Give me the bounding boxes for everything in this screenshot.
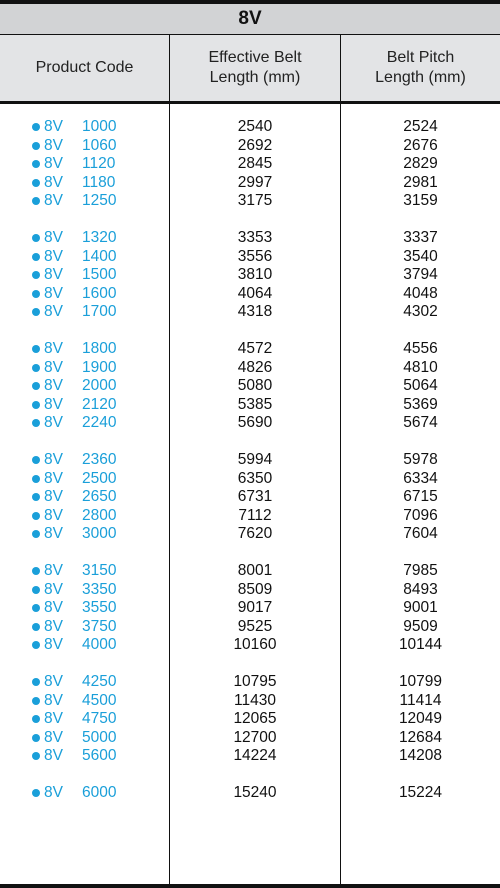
bullet-dot-icon bbox=[32, 604, 40, 612]
effective-length-cell: 7620 bbox=[237, 525, 273, 542]
bullet-dot-icon bbox=[32, 641, 40, 649]
product-code-cell bbox=[0, 747, 169, 766]
code-number: 4250 bbox=[82, 673, 117, 690]
effective-length-cell: 3556 bbox=[237, 247, 273, 265]
effective-length-cell: 5690 bbox=[237, 414, 273, 431]
table-title: 8V bbox=[0, 4, 500, 35]
code-number: 1400 bbox=[82, 247, 117, 265]
product-code-cell bbox=[0, 266, 169, 285]
product-code-cell bbox=[0, 784, 169, 803]
bullet-dot-icon bbox=[32, 290, 40, 298]
row-group bbox=[170, 784, 340, 803]
row-group bbox=[341, 562, 500, 655]
code-prefix: 8V bbox=[44, 173, 63, 191]
code-number: 1500 bbox=[82, 266, 117, 283]
table-body bbox=[0, 104, 500, 884]
code-number: 1320 bbox=[82, 229, 117, 246]
effective-length-cell: 3175 bbox=[237, 192, 273, 209]
bullet-dot-icon bbox=[32, 160, 40, 168]
code-number: 2120 bbox=[82, 395, 117, 413]
code-number: 2650 bbox=[82, 488, 117, 505]
bullet-dot-icon bbox=[32, 678, 40, 686]
effective-length-cell: 2692 bbox=[237, 136, 273, 154]
pitch-length-cell: 15224 bbox=[398, 784, 443, 801]
column-header-row bbox=[0, 35, 500, 104]
product-code-cell bbox=[0, 396, 169, 415]
row-group bbox=[170, 451, 340, 544]
code-number: 1000 bbox=[82, 118, 117, 135]
pitch-length-cell: 12684 bbox=[398, 728, 443, 746]
row-group bbox=[341, 340, 500, 433]
code-number: 2240 bbox=[82, 414, 117, 431]
pitch-length-cell: 8493 bbox=[403, 580, 438, 598]
effective-length-cell: 8001 bbox=[237, 562, 273, 579]
bullet-dot-icon bbox=[32, 512, 40, 520]
bullet-dot-icon bbox=[32, 197, 40, 205]
effective-length-cell: 5080 bbox=[237, 377, 273, 394]
product-code-cell bbox=[0, 303, 169, 322]
effective-length-cell: 6350 bbox=[237, 469, 273, 487]
effective-length-cell: 5385 bbox=[237, 395, 273, 413]
row-group bbox=[170, 562, 340, 655]
code-prefix: 8V bbox=[44, 451, 63, 468]
code-prefix: 8V bbox=[44, 617, 63, 635]
row-group bbox=[341, 451, 500, 544]
effective-length-cell: 4318 bbox=[237, 303, 273, 320]
code-prefix: 8V bbox=[44, 488, 63, 505]
effective-length-cell: 2997 bbox=[237, 173, 273, 191]
pitch-length-cell: 3540 bbox=[403, 247, 438, 265]
row-group bbox=[0, 340, 169, 433]
code-prefix: 8V bbox=[44, 784, 63, 801]
product-code-cell bbox=[0, 488, 169, 507]
code-number: 3350 bbox=[82, 580, 117, 598]
effective-length-cell: 3810 bbox=[237, 266, 273, 283]
product-code-cell bbox=[0, 414, 169, 433]
pitch-length-cell: 2676 bbox=[403, 136, 438, 154]
bullet-dot-icon bbox=[32, 364, 40, 372]
pitch-length-cell: 4556 bbox=[403, 340, 438, 357]
product-code-cell bbox=[0, 710, 169, 729]
code-number: 5600 bbox=[82, 747, 117, 764]
product-code-cell bbox=[0, 692, 169, 711]
code-number: 1120 bbox=[82, 155, 116, 172]
bullet-dot-icon bbox=[32, 567, 40, 575]
pitch-length-cell: 10799 bbox=[398, 673, 443, 690]
effective-length-cell: 11430 bbox=[234, 691, 276, 709]
code-prefix: 8V bbox=[44, 395, 63, 413]
code-number: 2360 bbox=[82, 451, 117, 468]
code-prefix: 8V bbox=[44, 562, 63, 579]
bullet-dot-icon bbox=[32, 234, 40, 242]
effective-length-cell: 4064 bbox=[237, 284, 273, 302]
pitch-length-cell: 3337 bbox=[403, 229, 438, 246]
product-code-cell bbox=[0, 451, 169, 470]
row-group bbox=[341, 784, 500, 803]
code-prefix: 8V bbox=[44, 155, 63, 172]
bullet-dot-icon bbox=[32, 382, 40, 390]
bullet-dot-icon bbox=[32, 401, 40, 409]
effective-length-cell: 9525 bbox=[237, 617, 273, 635]
product-code-cell bbox=[0, 581, 169, 600]
code-prefix: 8V bbox=[44, 247, 63, 265]
code-prefix: 8V bbox=[44, 747, 63, 764]
code-prefix: 8V bbox=[44, 377, 63, 394]
code-number: 1250 bbox=[82, 192, 117, 209]
row-group bbox=[0, 673, 169, 766]
bullet-dot-icon bbox=[32, 308, 40, 316]
code-prefix: 8V bbox=[44, 636, 63, 653]
code-number: 1060 bbox=[82, 136, 117, 154]
product-code-cell bbox=[0, 155, 169, 174]
code-prefix: 8V bbox=[44, 599, 63, 616]
effective-length-cell: 2845 bbox=[237, 155, 273, 172]
code-number: 2000 bbox=[82, 377, 117, 394]
bullet-dot-icon bbox=[32, 345, 40, 353]
product-code-cell bbox=[0, 174, 169, 193]
pitch-length-cell: 5064 bbox=[403, 377, 438, 394]
code-prefix: 8V bbox=[44, 580, 63, 598]
effective-length-cell: 14224 bbox=[233, 747, 277, 764]
product-code-cell bbox=[0, 377, 169, 396]
bullet-dot-icon bbox=[32, 456, 40, 464]
row-group bbox=[0, 118, 169, 211]
product-code-cell bbox=[0, 359, 169, 378]
product-code-cell bbox=[0, 507, 169, 526]
effective-length-cell: 4826 bbox=[237, 358, 273, 376]
bullet-dot-icon bbox=[32, 419, 40, 427]
product-code-cell bbox=[0, 248, 169, 267]
effective-length-cell: 10160 bbox=[233, 636, 277, 653]
code-prefix: 8V bbox=[44, 358, 63, 376]
code-number: 1800 bbox=[82, 340, 117, 357]
pitch-length-cell: 10144 bbox=[398, 636, 443, 653]
pitch-length-cell: 4302 bbox=[403, 303, 438, 320]
code-prefix: 8V bbox=[44, 229, 63, 246]
effective-length-cell: 4572 bbox=[237, 340, 273, 357]
header-belt-pitch-length bbox=[340, 35, 500, 101]
bullet-dot-icon bbox=[32, 623, 40, 631]
product-code-cell bbox=[0, 673, 169, 692]
product-code-cell bbox=[0, 285, 169, 304]
code-prefix: 8V bbox=[44, 136, 63, 154]
pitch-length-cell: 9509 bbox=[403, 617, 438, 635]
pitch-length-cell: 4048 bbox=[403, 284, 438, 302]
product-code-cell bbox=[0, 636, 169, 655]
product-code-cell bbox=[0, 525, 169, 544]
header-effective-belt-length bbox=[169, 35, 340, 101]
code-number: 3550 bbox=[82, 599, 117, 616]
code-number: 1600 bbox=[82, 284, 117, 302]
effective-length-cell: 5994 bbox=[237, 451, 273, 468]
pitch-length-cell: 12049 bbox=[398, 710, 443, 727]
code-number: 3750 bbox=[82, 617, 117, 635]
header-pitch-line2: Length (mm) bbox=[375, 69, 466, 86]
product-code-cell bbox=[0, 118, 169, 137]
effective-length-cell: 12065 bbox=[233, 710, 277, 727]
product-code-cell bbox=[0, 562, 169, 581]
pitch-length-cell: 2981 bbox=[403, 173, 438, 191]
code-prefix: 8V bbox=[44, 506, 63, 524]
pitch-length-cell: 14208 bbox=[398, 747, 443, 764]
code-prefix: 8V bbox=[44, 284, 63, 302]
bullet-dot-icon bbox=[32, 179, 40, 187]
row-group bbox=[170, 118, 340, 211]
code-number: 3000 bbox=[82, 525, 117, 542]
pitch-length-cell: 5674 bbox=[403, 414, 438, 431]
bullet-dot-icon bbox=[32, 734, 40, 742]
code-prefix: 8V bbox=[44, 266, 63, 283]
header-effective-line1: Effective Belt bbox=[208, 49, 302, 66]
bullet-dot-icon bbox=[32, 752, 40, 760]
effective-length-column bbox=[169, 104, 340, 884]
pitch-length-cell: 9001 bbox=[403, 599, 438, 616]
code-number: 3150 bbox=[82, 562, 117, 579]
row-group bbox=[0, 229, 169, 322]
code-prefix: 8V bbox=[44, 673, 63, 690]
product-code-cell bbox=[0, 618, 169, 637]
bullet-dot-icon bbox=[32, 697, 40, 705]
pitch-length-cell: 6334 bbox=[403, 469, 438, 487]
code-prefix: 8V bbox=[44, 691, 63, 709]
code-prefix: 8V bbox=[44, 118, 63, 135]
row-group bbox=[341, 229, 500, 322]
product-code-cell bbox=[0, 192, 169, 211]
code-prefix: 8V bbox=[44, 728, 63, 746]
effective-length-cell: 2540 bbox=[237, 118, 273, 135]
pitch-length-cell: 11414 bbox=[399, 691, 442, 709]
effective-length-cell: 12700 bbox=[233, 728, 277, 746]
row-group bbox=[170, 673, 340, 766]
code-prefix: 8V bbox=[44, 469, 63, 487]
row-group bbox=[0, 562, 169, 655]
pitch-length-cell: 7985 bbox=[403, 562, 438, 579]
pitch-length-cell: 5978 bbox=[403, 451, 438, 468]
pitch-length-cell: 3159 bbox=[403, 192, 438, 209]
pitch-length-column bbox=[340, 104, 500, 884]
code-prefix: 8V bbox=[44, 414, 63, 431]
bullet-dot-icon bbox=[32, 715, 40, 723]
bullet-dot-icon bbox=[32, 530, 40, 538]
bullet-dot-icon bbox=[32, 253, 40, 261]
pitch-length-cell: 3794 bbox=[403, 266, 438, 283]
code-number: 2800 bbox=[82, 506, 117, 524]
header-product-code: Product Code bbox=[35, 59, 134, 76]
product-code-cell bbox=[0, 470, 169, 489]
bullet-dot-icon bbox=[32, 271, 40, 279]
code-number: 2500 bbox=[82, 469, 117, 487]
effective-length-cell: 7112 bbox=[238, 506, 272, 524]
product-code-column bbox=[0, 104, 169, 884]
product-code-cell bbox=[0, 229, 169, 248]
code-number: 6000 bbox=[82, 784, 117, 801]
pitch-length-cell: 6715 bbox=[403, 488, 438, 505]
bullet-dot-icon bbox=[32, 142, 40, 150]
code-number: 4750 bbox=[82, 710, 117, 727]
row-group bbox=[341, 673, 500, 766]
bullet-dot-icon bbox=[32, 493, 40, 501]
header-pitch-line1: Belt Pitch bbox=[386, 49, 455, 66]
pitch-length-cell: 7604 bbox=[403, 525, 438, 542]
row-group bbox=[0, 784, 169, 803]
bullet-dot-icon bbox=[32, 123, 40, 131]
effective-length-cell: 8509 bbox=[237, 580, 273, 598]
pitch-length-cell: 5369 bbox=[403, 395, 438, 413]
effective-length-cell: 9017 bbox=[237, 599, 273, 616]
pitch-length-cell: 2829 bbox=[403, 155, 438, 172]
header-effective-line2: Length (mm) bbox=[209, 69, 301, 86]
row-group bbox=[170, 229, 340, 322]
code-number: 5000 bbox=[82, 728, 117, 746]
pitch-length-cell: 7096 bbox=[403, 506, 438, 524]
code-prefix: 8V bbox=[44, 710, 63, 727]
code-prefix: 8V bbox=[44, 525, 63, 542]
code-prefix: 8V bbox=[44, 340, 63, 357]
code-number: 1180 bbox=[82, 173, 116, 191]
bullet-dot-icon bbox=[32, 789, 40, 797]
pitch-length-cell: 4810 bbox=[403, 358, 438, 376]
product-code-cell bbox=[0, 340, 169, 359]
bullet-dot-icon bbox=[32, 475, 40, 483]
code-number: 1700 bbox=[82, 303, 117, 320]
effective-length-cell: 10795 bbox=[233, 673, 277, 690]
effective-length-cell: 3353 bbox=[237, 229, 273, 246]
product-code-cell bbox=[0, 729, 169, 748]
code-prefix: 8V bbox=[44, 192, 63, 209]
product-code-cell bbox=[0, 137, 169, 156]
code-prefix: 8V bbox=[44, 303, 63, 320]
row-group bbox=[170, 340, 340, 433]
code-number: 4500 bbox=[82, 691, 117, 709]
pitch-length-cell: 2524 bbox=[403, 118, 438, 135]
effective-length-cell: 15240 bbox=[233, 784, 277, 801]
row-group bbox=[0, 451, 169, 544]
product-code-cell bbox=[0, 599, 169, 618]
effective-length-cell: 6731 bbox=[237, 488, 273, 505]
code-number: 4000 bbox=[82, 636, 117, 653]
code-number: 1900 bbox=[82, 358, 117, 376]
row-group bbox=[341, 118, 500, 211]
bullet-dot-icon bbox=[32, 586, 40, 594]
